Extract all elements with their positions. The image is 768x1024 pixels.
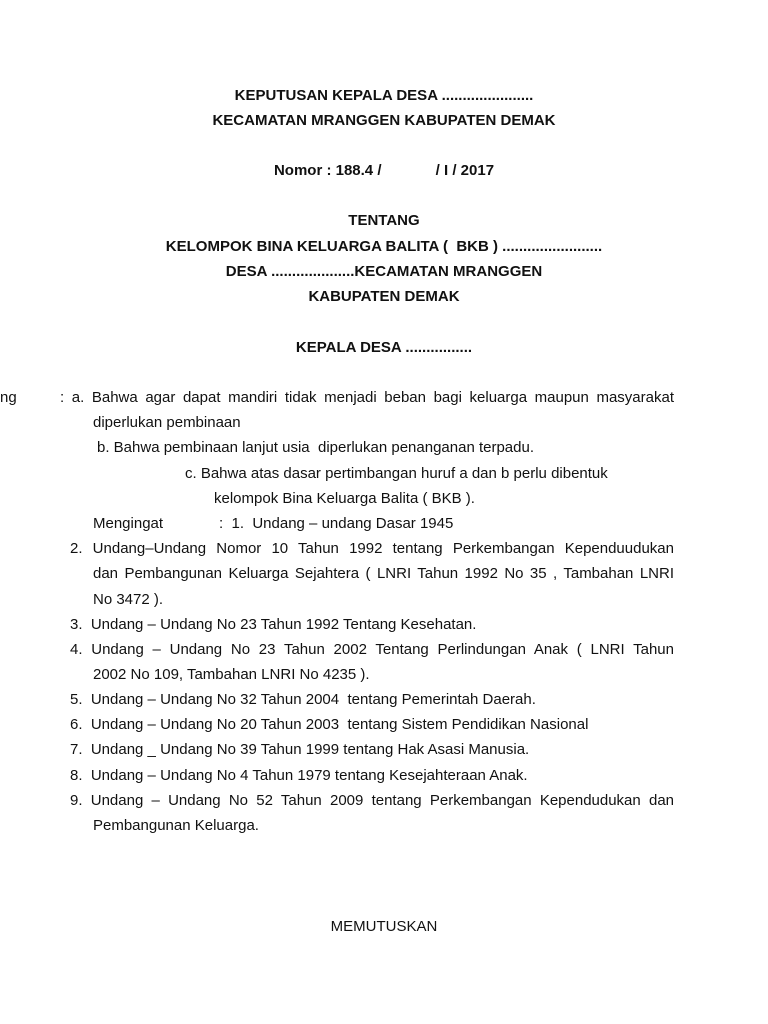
tentang-heading: TENTANG [348, 212, 420, 229]
mengingat-item-8: 8. Undang – Undang No 4 Tahun 1979 tentang Kesejahteraan Anak. [70, 767, 528, 784]
mengingat-item-3: 3. Undang – Undang No 23 Tahun 1992 Tentang Kesehatan. [70, 616, 477, 633]
kepala-desa-heading: KEPALA DESA ................ [295, 339, 473, 356]
menimbang-a-line1: : a. Bahwa agar dapat mandiri tidak menjadi beban bagi keluarga maupun masyarakat [60, 389, 674, 406]
mengingat-item-1: : 1. Undang – undang Dasar 1945 [219, 515, 454, 532]
subject-line1: KELOMPOK BINA KELUARGA BALITA ( BKB ) ........................ [165, 238, 603, 255]
menimbang-c-line2: kelompok Bina Keluarga Balita ( BKB ). [214, 490, 475, 507]
memutuskan-heading: MEMUTUSKAN [330, 918, 438, 935]
menimbang-c-line1: c. Bahwa atas dasar pertimbangan huruf a dan b perlu dibentuk [185, 465, 608, 482]
mengingat-item-5: 5. Undang – Undang No 32 Tahun 2004 tentang Pemerintah Daerah. [70, 691, 536, 708]
menimbang-a-line2: diperlukan pembinaan [93, 414, 241, 431]
mengingat-item-9-line2: Pembangunan Keluarga. [93, 817, 259, 834]
mengingat-item-6: 6. Undang – Undang No 20 Tahun 2003 tentang Sistem Pendidikan Nasional [70, 716, 589, 733]
mengingat-label: Mengingat [93, 515, 164, 532]
subject-line3: KABUPATEN DEMAK [308, 288, 460, 305]
mengingat-item-2-line2: dan Pembangunan Keluarga Sejahtera ( LNRI Tahun 1992 No 35 , Tambahan LNRI [93, 565, 674, 582]
mengingat-item-4-line1: 4. Undang – Undang No 23 Tahun 2002 Tentang Perlindungan Anak ( LNRI Tahun [70, 641, 674, 658]
menimbang-b: b. Bahwa pembinaan lanjut usia diperlukan penanganan terpadu. [97, 439, 534, 456]
decree-title-line2: KECAMATAN MRANGGEN KABUPATEN DEMAK [212, 112, 556, 129]
decree-number: Nomor : 188.4 / / I / 2017 [273, 162, 495, 179]
mengingat-item-2-line1: 2. Undang–Undang Nomor 10 Tahun 1992 tentang Perkembangan Kependuudukan [70, 540, 674, 557]
mengingat-item-4-line2: 2002 No 109, Tambahan LNRI No 4235 ). [93, 666, 370, 683]
menimbang-label: ng [0, 389, 17, 406]
decree-title-line1: KEPUTUSAN KEPALA DESA ...................... [234, 87, 534, 104]
mengingat-item-9-line1: 9. Undang – Undang No 52 Tahun 2009 tentang Perkembangan Kependudukan dan [70, 792, 674, 809]
mengingat-item-7: 7. Undang _ Undang No 39 Tahun 1999 tentang Hak Asasi Manusia. [70, 741, 530, 758]
subject-line2: DESA ....................KECAMATAN MRANGGEN [225, 263, 543, 280]
mengingat-item-2-line3: No 3472 ). [93, 591, 164, 608]
